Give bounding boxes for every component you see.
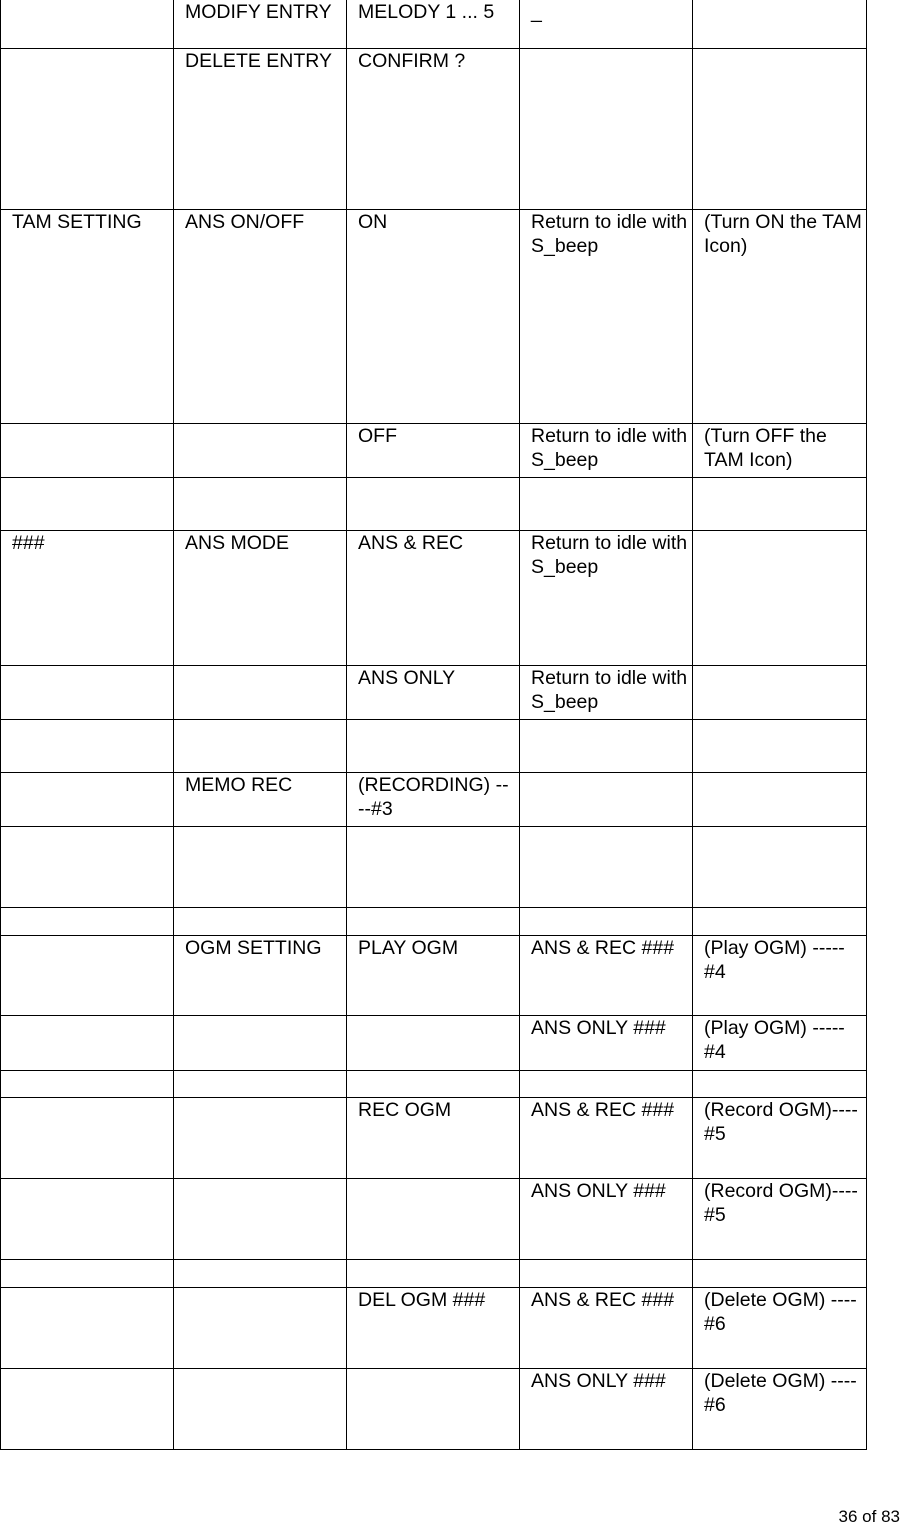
table-cell — [693, 1288, 867, 1369]
table-cell — [174, 1369, 347, 1450]
table-row — [1, 1071, 867, 1098]
table-cell — [1, 1098, 174, 1179]
table-row — [1, 49, 867, 210]
table-cell — [693, 827, 867, 908]
table-row — [1, 827, 867, 908]
cell-text: PLAY OGM — [358, 937, 459, 959]
cell-text: ANS ONLY ### — [531, 1370, 666, 1392]
table-cell — [1, 1260, 174, 1288]
table-cell — [347, 1016, 520, 1071]
cell-text: (Record OGM)----#5 — [704, 1180, 858, 1226]
table-cell — [520, 827, 693, 908]
cell-text: ANS & REC ### — [531, 937, 675, 959]
cell-text: OGM SETTING — [185, 937, 322, 959]
table-cell — [693, 424, 867, 478]
table-cell — [520, 908, 693, 936]
table-cell — [1, 827, 174, 908]
cell-text: ANS ONLY ### — [531, 1180, 666, 1202]
table-cell — [1, 478, 174, 531]
table-cell — [347, 1288, 520, 1369]
table-cell — [347, 478, 520, 531]
table-cell — [1, 666, 174, 720]
table-cell — [693, 666, 867, 720]
cell-text: ANS & REC — [358, 532, 464, 554]
table-cell — [693, 478, 867, 531]
table-cell — [1, 1071, 174, 1098]
cell-text: ON — [358, 211, 388, 233]
cell-text: DEL OGM ### — [358, 1289, 486, 1311]
table-cell — [174, 666, 347, 720]
table-cell — [174, 49, 347, 210]
cell-text: DELETE ENTRY — [185, 50, 333, 72]
table-cell — [1, 1179, 174, 1260]
table-row — [1, 666, 867, 720]
cell-text: (RECORDING) ----#3 — [358, 774, 509, 820]
table-cell — [347, 936, 520, 1016]
table-cell — [1, 1288, 174, 1369]
table-cell — [174, 908, 347, 936]
table-cell — [174, 210, 347, 424]
table-cell — [347, 210, 520, 424]
cell-text: MEMO REC — [185, 774, 293, 796]
cell-text: ANS MODE — [185, 532, 290, 554]
table-cell — [693, 720, 867, 773]
table-cell — [520, 0, 693, 49]
table-cell — [347, 1098, 520, 1179]
cell-text: ANS ON/OFF — [185, 211, 305, 233]
table-row — [1, 1016, 867, 1071]
table-row — [1, 1288, 867, 1369]
table-cell — [693, 1260, 867, 1288]
table-cell — [693, 49, 867, 210]
table-cell — [174, 720, 347, 773]
table-cell — [520, 424, 693, 478]
table-row — [1, 478, 867, 531]
cell-text: Return to idle with S_beep — [531, 211, 688, 257]
table-cell — [1, 1016, 174, 1071]
table-row — [1, 0, 867, 49]
table-cell — [520, 1369, 693, 1450]
table-cell — [1, 720, 174, 773]
cell-text: ### — [12, 532, 45, 554]
table-cell — [693, 1071, 867, 1098]
table-cell — [347, 49, 520, 210]
cell-text: ANS & REC ### — [531, 1289, 675, 1311]
table-cell — [520, 49, 693, 210]
table-cell — [174, 1179, 347, 1260]
table-cell — [693, 773, 867, 827]
cell-text: ANS ONLY ### — [531, 1017, 666, 1039]
table-cell — [693, 1179, 867, 1260]
table-cell — [174, 1098, 347, 1179]
table-cell — [174, 0, 347, 49]
table-cell — [1, 0, 174, 49]
table-cell — [174, 827, 347, 908]
cell-text: MODIFY ENTRY — [185, 1, 332, 23]
table-cell — [520, 720, 693, 773]
cell-text: Return to idle with S_beep — [531, 425, 688, 471]
table-cell — [1, 908, 174, 936]
table-row — [1, 424, 867, 478]
cell-text: OFF — [358, 425, 397, 447]
table-cell — [347, 827, 520, 908]
table-cell — [174, 936, 347, 1016]
table-row — [1, 210, 867, 424]
table-cell — [693, 531, 867, 666]
table-cell — [1, 49, 174, 210]
table-row — [1, 936, 867, 1016]
table-cell — [347, 1179, 520, 1260]
table-cell — [520, 1260, 693, 1288]
table-cell — [1, 210, 174, 424]
cell-text: Return to idle with S_beep — [531, 532, 688, 578]
menu-table-body — [1, 0, 867, 1450]
table-cell — [1, 936, 174, 1016]
cell-text: REC OGM — [358, 1099, 452, 1121]
table-cell — [174, 1288, 347, 1369]
table-row — [1, 720, 867, 773]
table-cell — [520, 936, 693, 1016]
table-cell — [174, 1016, 347, 1071]
cell-text: (Delete OGM) ----#6 — [704, 1370, 857, 1416]
table-row — [1, 1098, 867, 1179]
table-cell — [693, 1369, 867, 1450]
table-cell — [693, 1098, 867, 1179]
cell-text: (Play OGM) ----- #4 — [704, 1017, 845, 1063]
cell-text: (Record OGM)----#5 — [704, 1099, 858, 1145]
table-cell — [693, 1016, 867, 1071]
table-cell — [520, 1098, 693, 1179]
cell-text: MELODY 1 ... 5 — [358, 1, 495, 23]
table-row — [1, 1179, 867, 1260]
cell-text: TAM SETTING — [12, 211, 142, 233]
table-cell — [174, 531, 347, 666]
table-cell — [174, 773, 347, 827]
table-cell — [1, 1369, 174, 1450]
table-cell — [347, 666, 520, 720]
cell-text: ANS ONLY — [358, 667, 456, 689]
table-cell — [174, 1071, 347, 1098]
table-cell — [347, 773, 520, 827]
table-cell — [693, 210, 867, 424]
table-cell — [520, 478, 693, 531]
table-cell — [520, 1016, 693, 1071]
table-cell — [174, 424, 347, 478]
table-cell — [693, 908, 867, 936]
table-cell — [347, 424, 520, 478]
table-cell — [1, 531, 174, 666]
cell-text: (Play OGM) ----- #4 — [704, 937, 845, 983]
table-cell — [347, 1369, 520, 1450]
cell-text: CONFIRM ? — [358, 50, 466, 72]
table-cell — [520, 666, 693, 720]
cell-text: _ — [531, 1, 542, 23]
cell-text: ANS & REC ### — [531, 1099, 675, 1121]
table-row — [1, 908, 867, 936]
table-cell — [347, 1260, 520, 1288]
table-cell — [520, 1288, 693, 1369]
table-row — [1, 773, 867, 827]
table-cell — [347, 0, 520, 49]
table-cell — [347, 908, 520, 936]
table-row — [1, 531, 867, 666]
table-cell — [693, 0, 867, 49]
table-cell — [347, 1071, 520, 1098]
table-cell — [520, 531, 693, 666]
table-cell — [520, 210, 693, 424]
table-cell — [347, 531, 520, 666]
cell-text: Return to idle with S_beep — [531, 667, 688, 713]
page-number: 36 of 83 — [838, 1507, 900, 1526]
table-cell — [520, 773, 693, 827]
table-cell — [520, 1071, 693, 1098]
cell-text: (Delete OGM) ----#6 — [704, 1289, 857, 1335]
table-cell — [693, 936, 867, 1016]
cell-text: (Turn OFF the TAM Icon) — [704, 425, 827, 471]
cell-text: (Turn ON the TAM Icon) — [704, 211, 862, 257]
table-cell — [347, 720, 520, 773]
table-cell — [174, 478, 347, 531]
table-cell — [1, 773, 174, 827]
table-row — [1, 1369, 867, 1450]
table-cell — [520, 1179, 693, 1260]
table-cell — [174, 1260, 347, 1288]
table-row — [1, 1260, 867, 1288]
table-cell — [1, 424, 174, 478]
